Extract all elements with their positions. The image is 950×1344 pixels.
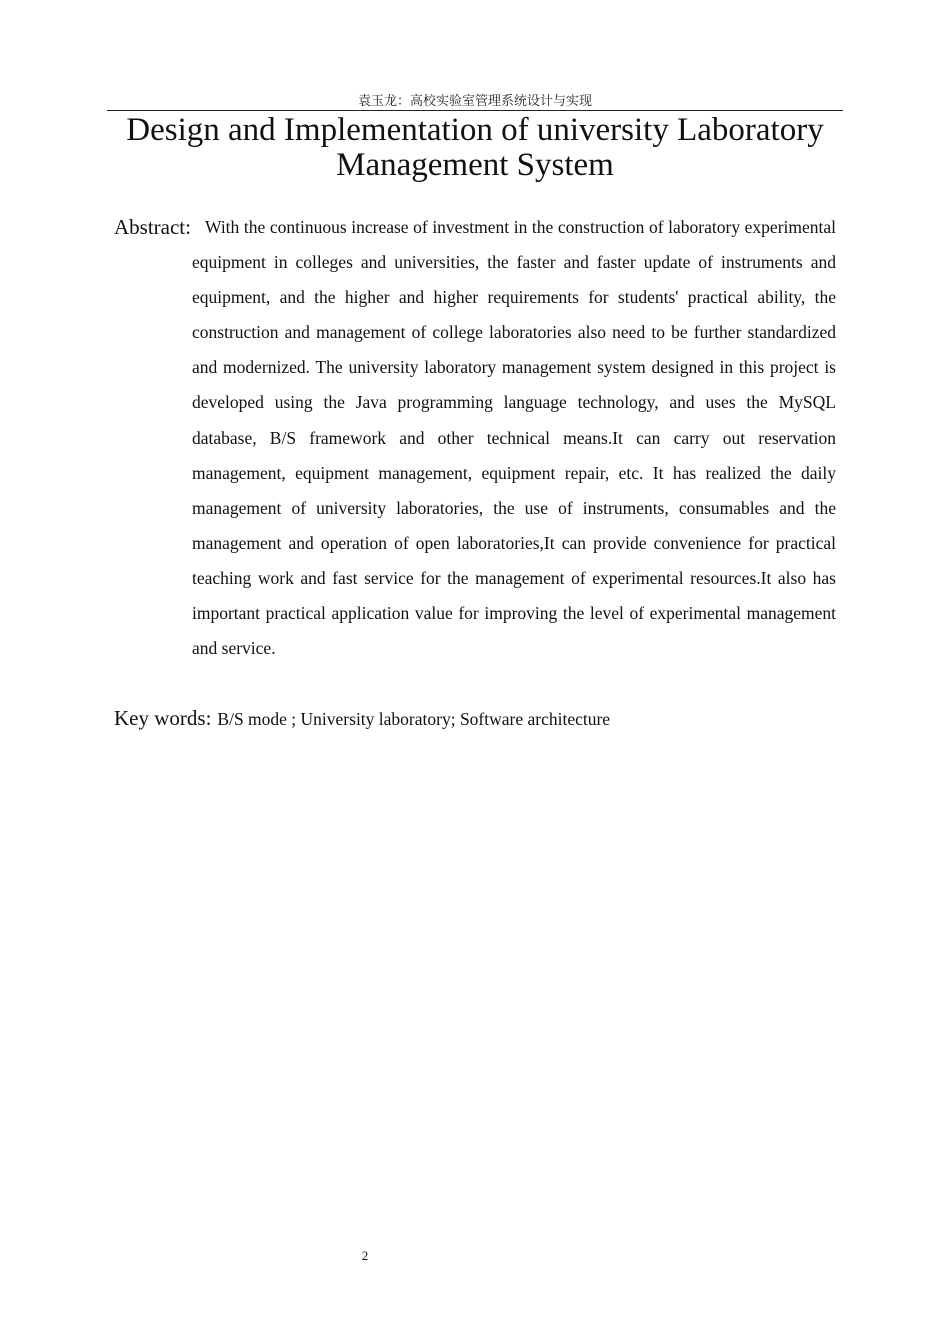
abstract-text: With the continuous increase of investment in the construction of laboratory experimental equipment in colleges and universities, the faster and faster update of instruments and equipment, and the higher and higher requirements for students' practical ability, the construction and management of college laboratories also need to be further standardized and modernized. The university laboratory management system designed in this project is developed using the Java programming language technology, and uses the MySQL database, B/S framework and other technical means.It can carry out reservation management, equipment management, equipment repair, etc. It has realized the daily management of university laboratories, the use of instruments, consumables and the management and operation of open laboratories,It can provide convenience for practical teaching work and fast service for the management of experimental resources.It also has important practical application value for improving the level of experimental management and service. (192, 217, 836, 659)
keywords-value: B/S mode ; University laboratory; Software architecture (217, 709, 611, 729)
keywords-row (114, 703, 610, 734)
running-header: 袁玉龙：高校实验室管理系统设计与实现 (107, 92, 843, 111)
abstract-label: Abstract: (114, 215, 191, 239)
page-number: 2 (361, 1248, 369, 1263)
keywords-label: Key words: (114, 706, 212, 730)
document-title: Design and Implementation of university Laboratory Management System (126, 112, 824, 183)
